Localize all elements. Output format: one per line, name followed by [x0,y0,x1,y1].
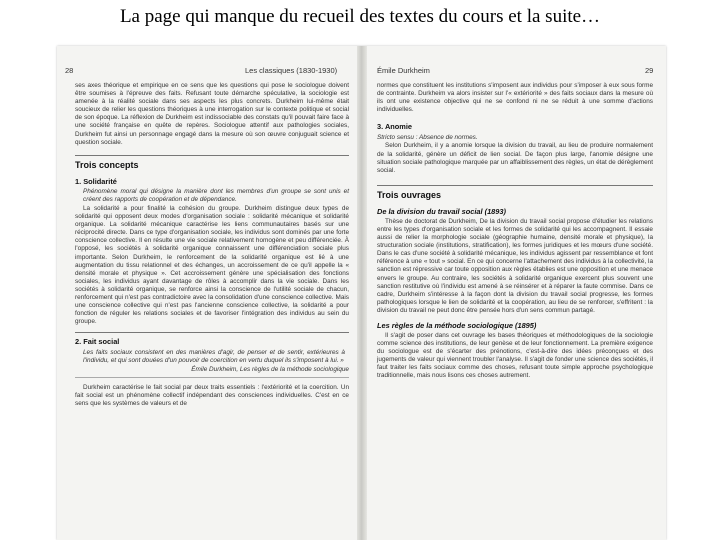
book-regles-methode-title: Les règles de la méthode sociologique (1895) [377,320,537,330]
book-division-du-travail-title: De la division du travail social (1893) [377,206,506,216]
quote-divider [75,377,349,378]
right-page-body [377,82,653,381]
left-intro-paragraph: ses axes théorique et empirique en ce sens que les questions qui pose le sociologue doivent être soumises à l'épreuve des faits. Refusant toute démarche spéculative, la sociologie est amenée à la réalité sociale dans ses aspects les plus concrets. Durkheim lui-même était soucieux de relier les questions théoriques à une interrogation sur le contexte politique et social de son époque. La réflexion de Durkheim est indissociable des constats qu'il pouvait faire face à une société française en quête de repères. Sociologue attentif aux pathologies sociales, Durkheim fut ainsi un personnage engagé dans la mesure où son œuvre conjuguait science et question sociale. [75,82,349,146]
fait-social-quote: Les faits sociaux consistent en des manières d'agir, de penser et de sentir, extérieures à l'individu, et qui sont douées d'un pouvoir de coercition en vertu duquel ils s'imposent à lui. » [83,349,345,365]
solidarite-paragraph: La solidarité a pour finalité la cohésion du groupe. Durkheim distingue deux types de solidarité qui opposent deux modes d'organisation sociale : solidarité mécanique et solidarité organique. La solidarité mécanique caractérise les liens communautaires basés sur une réciprocité directe. Dans ce type d'organisation sociale, les individus sont dominés par une forte conscience collective. Il en résulte une vie sociale relativement homogène et peu différenciée. À l'opposé, les sociétés à solidarité organique connaissent une différenciation sociale plus importante. Selon Durkheim, le renforcement de la solidarité organique est lié à une augmentation du tissu relationnel et des échanges, un accroissement de ce qu'il appelle la « densité morale et physique ». Cet accroissement génère une spécialisation des fonctions sociales, les individus ayant davantage de rôles à accomplir dans la vie sociale. Dans les sociétés à solidarité organique, se renforce ainsi la conscience de l'utilité sociale de chacun, renforcement qui n'est pas contradictoire avec la consolidation d'une conscience collective. Mais une conscience collective qui n'est pas l'ancienne conscience collective, la solidarité a pour fonction de réguler les relations sociales et de favoriser l'intégration des individus au sein du groupe. [75,204,349,326]
left-page-body [75,82,349,408]
right-page [363,46,666,540]
subsection-fait-social: 2. Fait social [75,337,120,347]
left-page [57,46,359,540]
book-division-du-travail-text: Thèse de doctorat de Durkheim, De la division du travail social propose d'étudier les relations entre les types d'organisation sociale et les formes de solidarité qui les accompagnent. Il essaie aussi de relier la morphologie sociale (géographie humaine, densité morale et physique), la structuration sociale (institutions, stratification), les formes juridiques et les mœurs d'une société. Dans le cas d'une société à solidarité mécanique, les individus agissent par ressemblance et font référence à une « tout » social. En ce qui concerne l'attachement des individus à la collectivité, la sanction est répressive car toute opposition aux règles établies est une opposition et une menace envers le groupe. Au contraire, les sociétés à solidarité organique exercent plus souvent une sanction restitutive où l'individu est amené à se réinsérer et à réparer la faute commise. Dans ce cadre, Durkheim s'intéresse à la façon dont la division du travail social progresse, les formes pathologiques lorsque le lien de solidarité et la coopération, au lieu de se renforcer, s'effritent : la division du travail ne peut donc être pensée hors d'un sens commun partagé. [377,217,653,314]
section-trois-concepts: Trois concepts [75,159,139,170]
right-header-title: Émile Durkheim [377,66,430,75]
solidarite-definition: Phénomène moral qui désigne la manière dont les membres d'un groupe se sont unis et créent des rapports de coopération et de dépendance. [83,187,349,203]
fait-social-attribution: Émile Durkheim, Les règles de la méthode sociologique [191,365,349,373]
anomie-definition: Stricto sensu : Absence de normes. [377,134,478,142]
section-divider-right [377,185,653,186]
subsection-solidarite: 1. Solidarité [75,176,117,186]
subsection-anomie: 3. Anomie [377,122,413,132]
anomie-paragraph: Selon Durkheim, il y a anomie lorsque la division du travail, au lieu de produire normalement de la solidarité, génère un déficit de lien social. De façon plus large, l'anomie désigne une situation sociale pathologique marquée par un affaiblissement des règles, un état de dérèglement social. [377,142,653,174]
scanned-book-spread [57,46,666,540]
right-page-number: 29 [645,66,654,75]
book-regles-methode-text: Il s'agit de poser dans cet ouvrage les bases théoriques et méthodologiques de la sociologie comme science des institutions, de leur genèse et de leur fonctionnement. La première exigence du sociologue est de s'écarter des prénotions, c'est-à-dire des idées préconçues et des jugements de valeur qui viennent troubler l'analyse. Il s'agit de fonder une science des sociétés, il faut traiter les faits sociaux comme des choses, refusant toute simple approche psychologique traditionnelle, mais nous lisons ces choses autrement. [377,331,653,380]
left-header-title: Les classiques (1830-1930) [245,66,338,75]
left-page-number: 28 [65,66,74,75]
fait-social-paragraph: Durkheim caractérise le fait social par deux traits essentiels : l'extériorité et la coercition. Un fait social est un phénomène collectif indépendant des consciences individuelles. C'est en ce sens que les systèmes de valeurs et de [75,383,349,407]
slide-title: La page qui manque du recueil des textes du cours et la suite… [119,6,601,27]
section-divider [75,155,349,156]
section-trois-ouvrages: Trois ouvrages [377,189,442,200]
right-intro-paragraph: normes que constituent les institutions s'imposent aux individus pour s'imposer à eux sous forme de contrainte. Durkheim va alors insister sur l'« extériorité » des faits sociaux dans la mesure où ils ont une existence objective qui ne se confond ni ne se réduit à une somme d'actions individuelles. [377,82,653,114]
subsection-divider [75,332,349,333]
